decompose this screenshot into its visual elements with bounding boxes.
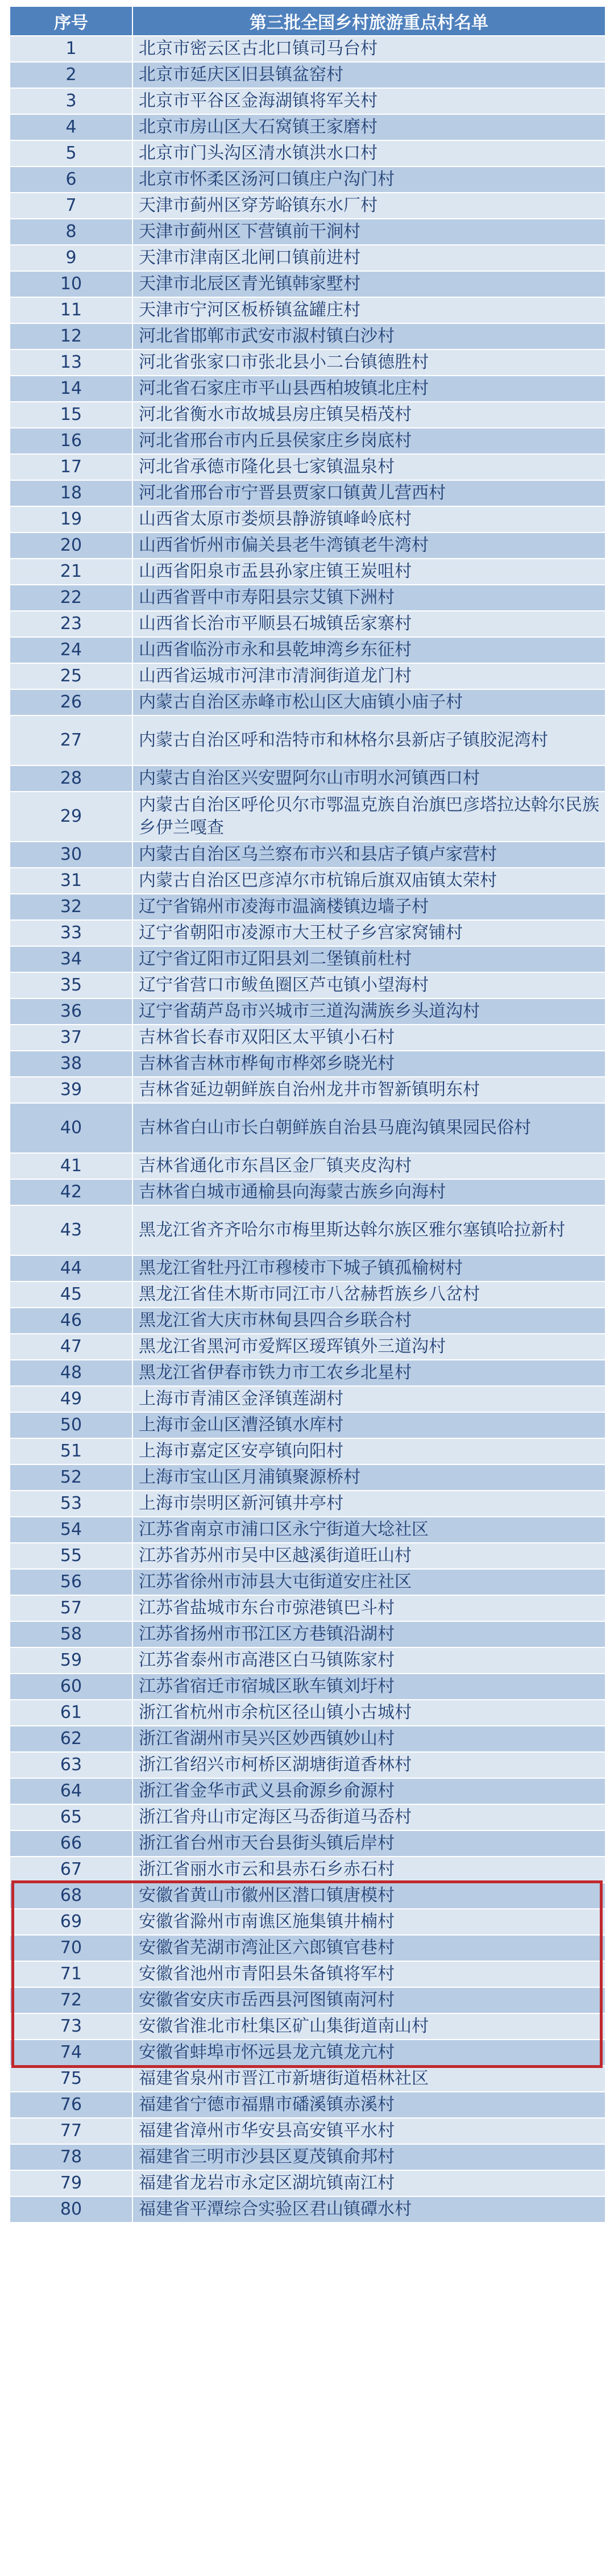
row-number: 66 [10,1830,132,1857]
row-number: 12 [10,323,132,349]
table-row [10,946,605,972]
village-name: 黑龙江省牡丹江市穆棱市下城子镇孤榆树村 [132,1255,605,1281]
row-number: 80 [10,2196,132,2223]
table-row [10,349,605,376]
village-name: 天津市蓟州区穿芳峪镇东水厂村 [132,193,605,219]
table-row [10,998,605,1025]
table-row [10,36,605,62]
table-row [10,2196,605,2223]
table-row [10,454,605,480]
village-name: 安徽省黄山市徽州区潜口镇唐模村 [132,1883,605,1909]
village-name: 山西省忻州市偏关县老牛湾镇老牛湾村 [132,532,605,559]
table-row [10,663,605,689]
row-number: 6 [10,167,132,193]
row-number: 73 [10,2013,132,2040]
row-number: 19 [10,506,132,532]
row-number: 28 [10,765,132,792]
table-row [10,1647,605,1674]
table-row [10,1464,605,1491]
village-name: 安徽省滁州市南谯区施集镇井楠村 [132,1909,605,1935]
village-name: 辽宁省朝阳市凌源市大王杖子乡宫家窝铺村 [132,920,605,946]
row-number: 75 [10,2066,132,2092]
table-row [10,376,605,402]
village-name: 安徽省安庆市岳西县河图镇南河村 [132,1987,605,2013]
table-row [10,1961,605,1987]
village-name: 浙江省湖州市吴兴区妙西镇妙山村 [132,1726,605,1752]
row-number: 63 [10,1752,132,1778]
table-row [10,62,605,88]
village-name: 江苏省苏州市吴中区越溪街道旺山村 [132,1543,605,1569]
row-number: 8 [10,219,132,245]
row-number: 70 [10,1935,132,1961]
village-name: 吉林省通化市东昌区金厂镇夹皮沟村 [132,1153,605,1179]
row-number: 20 [10,532,132,559]
row-number: 37 [10,1025,132,1051]
table-row [10,1077,605,1103]
row-number: 76 [10,2092,132,2118]
table-row [10,140,605,167]
row-number: 14 [10,376,132,402]
row-number: 53 [10,1491,132,1517]
table-row [10,1438,605,1464]
table-row [10,88,605,114]
village-name: 江苏省泰州市高港区白马镇陈家村 [132,1647,605,1674]
village-name: 福建省漳州市华安县高安镇平水村 [132,2118,605,2144]
table-row [10,611,605,637]
row-number: 15 [10,402,132,428]
village-name: 江苏省扬州市邗江区方巷镇沿湖村 [132,1621,605,1647]
table-row [10,271,605,297]
row-number: 45 [10,1281,132,1308]
table-row [10,1205,605,1255]
table-row [10,1987,605,2013]
table-row [10,2144,605,2170]
village-name: 安徽省池州市青阳县朱备镇将军村 [132,1961,605,1987]
village-name: 黑龙江省齐齐哈尔市梅里斯达斡尔族区雅尔塞镇哈拉新村 [132,1205,605,1255]
table-row [10,1103,605,1153]
village-name: 山西省太原市娄烦县静游镇峰岭底村 [132,506,605,532]
table-row [10,1621,605,1647]
row-number: 51 [10,1438,132,1464]
table-row [10,193,605,219]
village-name: 上海市青浦区金泽镇莲湖村 [132,1386,605,1412]
row-number: 74 [10,2040,132,2066]
village-name: 安徽省芜湖市湾沚区六郎镇官巷村 [132,1935,605,1961]
column-header-name: 第三批全国乡村旅游重点村名单 [132,6,605,36]
village-name: 内蒙古自治区呼和浩特市和林格尔县新店子镇胶泥湾村 [132,715,605,765]
village-name: 内蒙古自治区巴彦淖尔市杭锦后旗双庙镇太荣村 [132,868,605,894]
row-number: 49 [10,1386,132,1412]
village-name: 河北省衡水市故城县房庄镇吴梧茂村 [132,402,605,428]
village-name: 山西省临汾市永和县乾坤湾乡东征村 [132,637,605,663]
table-row [10,114,605,140]
village-name: 吉林省白城市通榆县向海蒙古族乡向海村 [132,1179,605,1205]
table-row [10,402,605,428]
table-row [10,1255,605,1281]
village-name: 天津市北辰区青光镇韩家墅村 [132,271,605,297]
row-number: 11 [10,297,132,323]
village-name: 吉林省长春市双阳区太平镇小石村 [132,1025,605,1051]
table-row [10,2066,605,2092]
village-name: 河北省承德市隆化县七家镇温泉村 [132,454,605,480]
row-number: 40 [10,1103,132,1153]
row-number: 60 [10,1674,132,1700]
row-number: 58 [10,1621,132,1647]
row-number: 50 [10,1412,132,1438]
table-row [10,1726,605,1752]
table-row [10,1700,605,1726]
village-name: 浙江省台州市天台县街头镇后岸村 [132,1830,605,1857]
row-number: 22 [10,585,132,611]
village-name: 福建省泉州市晋江市新塘街道梧林社区 [132,2066,605,2092]
table-row [10,1386,605,1412]
table-row [10,1491,605,1517]
row-number: 77 [10,2118,132,2144]
table-row [10,920,605,946]
table-row [10,1051,605,1077]
village-name: 辽宁省辽阳市辽阳县刘二堡镇前杜村 [132,946,605,972]
row-number: 68 [10,1883,132,1909]
table-row [10,428,605,454]
village-name: 内蒙古自治区呼伦贝尔市鄂温克族自治旗巴彦塔拉达斡尔民族乡伊兰嘎查 [132,792,605,842]
table-row [10,1752,605,1778]
row-number: 27 [10,715,132,765]
table-row [10,1153,605,1179]
village-name: 内蒙古自治区兴安盟阿尔山市明水河镇西口村 [132,765,605,792]
village-name: 吉林省白山市长白朝鲜族自治县马鹿沟镇果园民俗村 [132,1103,605,1153]
row-number: 34 [10,946,132,972]
village-name: 辽宁省锦州市凌海市温滴楼镇边墙子村 [132,894,605,920]
table-row [10,532,605,559]
row-number: 72 [10,1987,132,2013]
row-number: 57 [10,1595,132,1621]
row-number: 36 [10,998,132,1025]
row-number: 13 [10,349,132,376]
table-row [10,1517,605,1543]
village-name: 安徽省蚌埠市怀远县龙亢镇龙亢村 [132,2040,605,2066]
row-number: 78 [10,2144,132,2170]
table-row [10,2013,605,2040]
row-number: 67 [10,1857,132,1883]
village-name: 河北省张家口市张北县小二台镇德胜村 [132,349,605,376]
row-number: 1 [10,36,132,62]
village-name: 黑龙江省黑河市爱辉区瑷珲镇外三道沟村 [132,1334,605,1360]
village-name: 北京市房山区大石窝镇王家磨村 [132,114,605,140]
row-number: 35 [10,972,132,998]
row-number: 32 [10,894,132,920]
village-name: 北京市密云区古北口镇司马台村 [132,36,605,62]
table-row [10,585,605,611]
row-number: 43 [10,1205,132,1255]
table-row [10,894,605,920]
row-number: 10 [10,271,132,297]
village-name: 山西省运城市河津市清涧街道龙门村 [132,663,605,689]
village-name: 天津市宁河区板桥镇盆罐庄村 [132,297,605,323]
village-name: 福建省宁德市福鼎市磻溪镇赤溪村 [132,2092,605,2118]
village-list-sheet [9,6,605,2223]
table-row [10,1281,605,1308]
row-number: 23 [10,611,132,637]
village-name: 内蒙古自治区赤峰市松山区大庙镇小庙子村 [132,689,605,715]
table-row [10,1883,605,1909]
village-name: 上海市宝山区月浦镇聚源桥村 [132,1464,605,1491]
row-number: 17 [10,454,132,480]
row-number: 55 [10,1543,132,1569]
table-row [10,1857,605,1883]
table-row [10,559,605,585]
village-name: 河北省邢台市宁晋县贾家口镇黄儿营西村 [132,480,605,506]
table-row [10,245,605,271]
table-row [10,1179,605,1205]
table-row [10,2170,605,2196]
village-name: 福建省平潭综合实验区君山镇磹水村 [132,2196,605,2223]
table-row [10,1543,605,1569]
column-header-number: 序号 [10,6,132,36]
village-name: 上海市嘉定区安亭镇向阳村 [132,1438,605,1464]
village-name: 内蒙古自治区乌兰察布市兴和县店子镇卢家营村 [132,842,605,868]
row-number: 31 [10,868,132,894]
village-name: 河北省邯郸市武安市淑村镇白沙村 [132,323,605,349]
table-row [10,1909,605,1935]
table-row [10,2040,605,2066]
table-row [10,1935,605,1961]
table-row [10,323,605,349]
table-row [10,219,605,245]
row-number: 5 [10,140,132,167]
table-row [10,480,605,506]
village-name: 福建省龙岩市永定区湖坑镇南江村 [132,2170,605,2196]
village-name: 江苏省徐州市沛县大屯街道安庄社区 [132,1569,605,1595]
table-row [10,1804,605,1830]
row-number: 46 [10,1308,132,1334]
village-name: 北京市怀柔区汤河口镇庄户沟门村 [132,167,605,193]
village-name: 山西省晋中市寿阳县宗艾镇下洲村 [132,585,605,611]
table-header-row [10,6,605,36]
table-row [10,972,605,998]
row-number: 16 [10,428,132,454]
village-name: 福建省三明市沙县区夏茂镇俞邦村 [132,2144,605,2170]
village-name: 上海市崇明区新河镇井亭村 [132,1491,605,1517]
row-number: 42 [10,1179,132,1205]
village-name: 黑龙江省大庆市林甸县四合乡联合村 [132,1308,605,1334]
row-number: 26 [10,689,132,715]
table-row [10,689,605,715]
village-name: 江苏省盐城市东台市弶港镇巴斗村 [132,1595,605,1621]
row-number: 64 [10,1778,132,1804]
table-row [10,765,605,792]
village-name: 江苏省宿迁市宿城区耿车镇刘圩村 [132,1674,605,1700]
table-row [10,1308,605,1334]
row-number: 4 [10,114,132,140]
row-number: 62 [10,1726,132,1752]
village-name: 山西省长治市平顺县石城镇岳家寨村 [132,611,605,637]
row-number: 18 [10,480,132,506]
row-number: 9 [10,245,132,271]
village-name: 浙江省丽水市云和县赤石乡赤石村 [132,1857,605,1883]
table-row [10,637,605,663]
table-row [10,1778,605,1804]
table-row [10,715,605,765]
table-row [10,868,605,894]
village-name: 安徽省淮北市杜集区矿山集街道南山村 [132,2013,605,2040]
table-row [10,1674,605,1700]
village-name: 吉林省吉林市桦甸市桦郊乡晓光村 [132,1051,605,1077]
village-name: 辽宁省营口市鲅鱼圈区芦屯镇小望海村 [132,972,605,998]
row-number: 41 [10,1153,132,1179]
table-row [10,1569,605,1595]
table-row [10,842,605,868]
village-name: 天津市津南区北闸口镇前进村 [132,245,605,271]
village-name: 浙江省绍兴市柯桥区湖塘街道香林村 [132,1752,605,1778]
table-row [10,167,605,193]
village-name: 天津市蓟州区下营镇前干涧村 [132,219,605,245]
row-number: 3 [10,88,132,114]
table-row [10,1412,605,1438]
table-body [10,36,605,2223]
village-name: 黑龙江省伊春市铁力市工农乡北星村 [132,1360,605,1386]
table-row [10,297,605,323]
row-number: 71 [10,1961,132,1987]
row-number: 47 [10,1334,132,1360]
table-row [10,792,605,842]
row-number: 69 [10,1909,132,1935]
row-number: 25 [10,663,132,689]
village-name: 北京市平谷区金海湖镇将军关村 [132,88,605,114]
village-name: 北京市延庆区旧县镇盆窑村 [132,62,605,88]
village-list-table [9,6,606,2223]
row-number: 39 [10,1077,132,1103]
row-number: 56 [10,1569,132,1595]
table-row [10,1334,605,1360]
village-name: 浙江省金华市武义县俞源乡俞源村 [132,1778,605,1804]
row-number: 29 [10,792,132,842]
table-row [10,2092,605,2118]
village-name: 浙江省杭州市余杭区径山镇小古城村 [132,1700,605,1726]
village-name: 山西省阳泉市盂县孙家庄镇王炭咀村 [132,559,605,585]
village-name: 黑龙江省佳木斯市同江市八岔赫哲族乡八岔村 [132,1281,605,1308]
village-name: 河北省邢台市内丘县侯家庄乡岗底村 [132,428,605,454]
table-row [10,506,605,532]
village-name: 辽宁省葫芦岛市兴城市三道沟满族乡头道沟村 [132,998,605,1025]
row-number: 24 [10,637,132,663]
row-number: 48 [10,1360,132,1386]
row-number: 30 [10,842,132,868]
village-name: 河北省石家庄市平山县西柏坡镇北庄村 [132,376,605,402]
table-row [10,1025,605,1051]
row-number: 54 [10,1517,132,1543]
row-number: 79 [10,2170,132,2196]
table-row [10,1830,605,1857]
village-name: 江苏省南京市浦口区永宁街道大埝社区 [132,1517,605,1543]
row-number: 33 [10,920,132,946]
row-number: 65 [10,1804,132,1830]
row-number: 7 [10,193,132,219]
table-row [10,1360,605,1386]
table-row [10,2118,605,2144]
row-number: 44 [10,1255,132,1281]
row-number: 52 [10,1464,132,1491]
village-name: 北京市门头沟区清水镇洪水口村 [132,140,605,167]
table-row [10,1595,605,1621]
row-number: 2 [10,62,132,88]
row-number: 61 [10,1700,132,1726]
village-name: 吉林省延边朝鲜族自治州龙井市智新镇明东村 [132,1077,605,1103]
village-name: 浙江省舟山市定海区马岙街道马岙村 [132,1804,605,1830]
row-number: 38 [10,1051,132,1077]
village-name: 上海市金山区漕泾镇水库村 [132,1412,605,1438]
row-number: 21 [10,559,132,585]
row-number: 59 [10,1647,132,1674]
